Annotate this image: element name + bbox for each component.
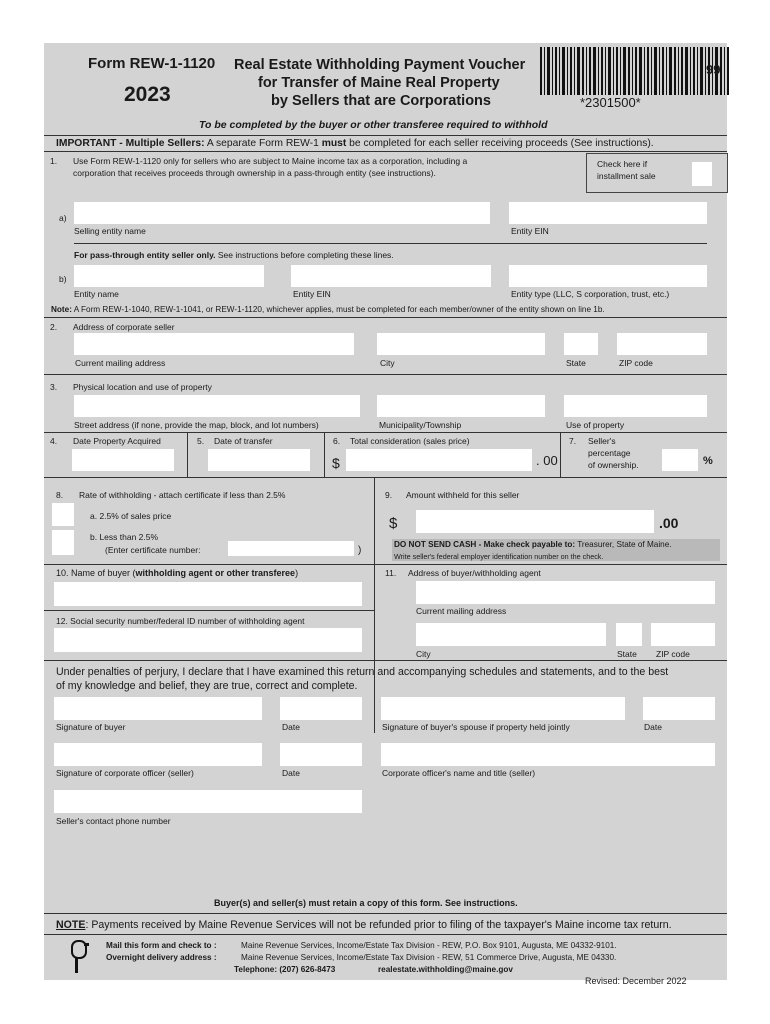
seller-phone-label: Seller's contact phone number	[56, 816, 171, 826]
property-street-address-input[interactable]	[74, 395, 360, 417]
rate-option-a-checkbox[interactable]	[52, 503, 74, 526]
mail-address: Maine Revenue Services, Income/Estate Tax Division - REW, P.O. Box 9101, Augusta, ME 04332-9101.	[241, 941, 617, 950]
divider	[44, 135, 727, 136]
section-10-title	[56, 568, 298, 578]
section-4-label: Date Property Acquired	[73, 436, 161, 446]
date-of-transfer-input[interactable]	[208, 449, 310, 471]
pass-through-entity-ein-input[interactable]	[291, 265, 491, 287]
property-municipality-input[interactable]	[377, 395, 545, 417]
section-4-number: 4.	[50, 436, 58, 446]
buyer-city-input[interactable]	[416, 623, 606, 646]
divider	[44, 564, 727, 565]
seller-state-label: State	[566, 358, 586, 368]
selling-entity-ein-label: Entity EIN	[511, 226, 549, 236]
pass-through-entity-type-input[interactable]	[509, 265, 707, 287]
installment-label-line-2: installment sale	[597, 171, 656, 181]
form-title-line-2: for Transfer of Maine Real Property	[258, 75, 500, 91]
seller-ownership-percentage-input[interactable]	[662, 449, 698, 471]
rate-option-b-certificate-label: (Enter certificate number:	[105, 545, 201, 555]
spouse-signature-date-input[interactable]	[643, 697, 715, 720]
certificate-close-paren: )	[358, 545, 362, 556]
pass-through-heading	[74, 250, 394, 260]
do-not-send-cash-line-2: Write seller's federal employer identification number on the check.	[394, 552, 604, 561]
section-5-number: 5.	[197, 436, 205, 446]
revised-date: Revised: December 2022	[585, 976, 687, 986]
officer-signature-date-label: Date	[282, 768, 300, 778]
section-10-title-a: 10. Name of buyer (	[56, 568, 136, 578]
amount-withheld-input[interactable]	[416, 510, 654, 533]
section-8-number: 8.	[56, 490, 64, 500]
buyer-zip-input[interactable]	[651, 623, 715, 646]
declaration-line-1: Under penalties of perjury, I declare that I have examined this return and accompanying schedules and statements, and to the best	[56, 666, 669, 678]
contact-email: realestate.withholding@maine.gov	[378, 965, 513, 974]
rate-option-b-checkbox[interactable]	[52, 530, 74, 555]
section-10-title-bold: withholding agent or other transferee	[135, 568, 296, 578]
officer-name-title-input[interactable]	[381, 743, 715, 766]
section-9-cents: .00	[659, 515, 679, 531]
divider	[44, 477, 727, 478]
do-not-send-cash-bold: DO NOT SEND CASH - Make check payable to:	[394, 540, 576, 549]
form-year: 2023	[124, 83, 171, 106]
telephone: Telephone: (207) 626-8473	[234, 965, 336, 974]
buyer-state-input[interactable]	[616, 623, 642, 646]
seller-zip-label: ZIP code	[619, 358, 653, 368]
section-1-note	[51, 305, 605, 314]
pass-through-entity-name-input[interactable]	[74, 265, 264, 287]
section-11-title: Address of buyer/withholding agent	[408, 568, 541, 578]
overnight-address: Maine Revenue Services, Income/Estate Tax Division - REW, 51 Commerce Drive, Augusta, ME 04330.	[241, 953, 617, 962]
section-6-dollar-sign: $	[332, 455, 340, 471]
section-7-percent-sign: %	[703, 455, 713, 467]
divider	[44, 151, 727, 152]
section-9-number: 9.	[385, 490, 393, 500]
page-code: 99	[706, 62, 721, 77]
buyer-signature-date-input[interactable]	[280, 697, 362, 720]
pass-through-text: See instructions before completing these lines.	[215, 250, 394, 260]
form-sheet	[44, 43, 727, 980]
important-text-b: be completed for each seller receiving proceeds (See instructions).	[346, 138, 654, 149]
officer-name-title-label: Corporate officer's name and title (seller)	[382, 768, 536, 778]
do-not-send-cash-line-1	[394, 540, 672, 549]
officer-signature-date-input[interactable]	[280, 743, 362, 766]
section-6-cents: . 00	[536, 453, 558, 468]
buyer-state-label: State	[617, 649, 637, 659]
section-3-number: 3.	[50, 382, 58, 392]
form-title-line-3: by Sellers that are Corporations	[271, 93, 491, 109]
form-number: Form REW-1-1120	[88, 55, 216, 72]
installment-sale-checkbox[interactable]	[692, 162, 712, 186]
spouse-signature-date-label: Date	[644, 722, 662, 732]
buyer-signature-input[interactable]	[54, 697, 262, 720]
note-bold: Note:	[51, 305, 72, 314]
seller-state-input[interactable]	[564, 333, 598, 355]
mail-label: Mail this form and check to :	[106, 941, 217, 950]
divider	[44, 432, 727, 433]
buyer-signature-label: Signature of buyer	[56, 722, 126, 732]
officer-signature-label: Signature of corporate officer (seller)	[56, 768, 194, 778]
note-text: A Form REW-1-1040, REW-1-1041, or REW-1-1120, whichever applies, must be completed for each member/owner of the entity shown on line 1b.	[71, 305, 605, 314]
spouse-signature-input[interactable]	[381, 697, 625, 720]
spouse-signature-label: Signature of buyer's spouse if property held jointly	[382, 722, 570, 732]
refund-note-label: NOTE	[56, 919, 86, 931]
withholding-agent-id-input[interactable]	[54, 628, 362, 652]
form-title-line-1: Real Estate Withholding Payment Voucher	[234, 57, 526, 73]
pass-through-bold: For pass-through entity seller only.	[74, 250, 216, 260]
divider	[324, 433, 325, 477]
section-1-line-1: Use Form REW-1-1120 only for sellers who are subject to Maine income tax as a corporation, including a	[73, 156, 468, 166]
selling-entity-name-input[interactable]	[74, 202, 490, 224]
seller-zip-input[interactable]	[617, 333, 707, 355]
form-subtitle: To be completed by the buyer or other transferee required to withhold	[199, 119, 548, 131]
seller-mailing-address-input[interactable]	[74, 333, 354, 355]
property-street-address-label: Street address (if none, provide the map, block, and lot numbers)	[74, 420, 319, 430]
section-9-dollar-sign: $	[389, 515, 398, 532]
buyer-signature-date-label: Date	[282, 722, 300, 732]
overnight-label: Overnight delivery address :	[106, 953, 217, 962]
divider	[74, 243, 707, 244]
section-12-title: 12. Social security number/federal ID number of withholding agent	[56, 616, 305, 626]
buyer-zip-label: ZIP code	[656, 649, 690, 659]
section-3-title: Physical location and use of property	[73, 382, 212, 392]
total-consideration-input[interactable]	[346, 449, 532, 471]
mailbox-icon	[69, 939, 91, 973]
divider	[187, 433, 188, 477]
declaration-line-2: of my knowledge and belief, they are true, correct and complete.	[56, 680, 358, 692]
selling-entity-name-label: Selling entity name	[74, 226, 146, 236]
selling-entity-ein-input[interactable]	[509, 202, 707, 224]
refund-note	[56, 919, 672, 931]
divider	[560, 433, 561, 477]
pass-through-entity-ein-label: Entity EIN	[293, 289, 331, 299]
important-must: must	[321, 138, 347, 149]
section-1-line-2: corporation that receives proceeds through ownership in a pass-through entity (see instructions).	[73, 168, 436, 178]
buyer-city-label: City	[416, 649, 431, 659]
rate-option-b-label: b. Less than 2.5%	[90, 532, 159, 542]
barcode-text: *2301500*	[580, 95, 641, 110]
buyer-mailing-address-label: Current mailing address	[416, 606, 507, 616]
divider	[374, 477, 375, 733]
section-6-label: Total consideration (sales price)	[350, 436, 470, 446]
important-notice	[56, 138, 654, 149]
section-2-title: Address of corporate seller	[73, 322, 175, 332]
important-text-a: A separate Form REW-1	[204, 138, 322, 149]
pass-through-entity-name-label: Entity name	[74, 289, 119, 299]
retain-copy-note: Buyer(s) and seller(s) must retain a copy of this form. See instructions.	[214, 898, 518, 908]
section-10-title-b: )	[295, 568, 299, 578]
property-use-input[interactable]	[564, 395, 707, 417]
installment-label-line-1: Check here if	[597, 159, 648, 169]
buyer-name-input[interactable]	[54, 582, 362, 606]
seller-city-label: City	[380, 358, 395, 368]
divider	[44, 934, 727, 935]
section-7-line-2: percentage	[588, 448, 631, 458]
refund-note-text: : Payments received by Maine Revenue Services will not be refunded prior to filing of the taxpayer's Maine income tax return.	[85, 919, 672, 931]
divider	[44, 317, 727, 318]
section-9-title: Amount withheld for this seller	[406, 490, 520, 500]
section-2-number: 2.	[50, 322, 58, 332]
rate-option-a-label: a. 2.5% of sales price	[90, 511, 172, 521]
section-5-label: Date of transfer	[214, 436, 273, 446]
divider	[44, 374, 727, 375]
important-label: IMPORTANT - Multiple Sellers:	[56, 138, 205, 149]
section-7-line-1: Seller's	[588, 436, 616, 446]
section-7-number: 7.	[569, 436, 577, 446]
section-8-title: Rate of withholding - attach certificate if less than 2.5%	[79, 490, 286, 500]
buyer-mailing-address-input[interactable]	[416, 581, 715, 604]
seller-phone-input[interactable]	[54, 790, 362, 813]
divider	[44, 913, 727, 914]
divider	[44, 610, 374, 611]
date-property-acquired-input[interactable]	[72, 449, 174, 471]
do-not-send-cash-text: Treasurer, State of Maine.	[575, 540, 672, 549]
section-6-number: 6.	[333, 436, 341, 446]
certificate-number-input[interactable]	[228, 541, 354, 556]
seller-city-input[interactable]	[377, 333, 545, 355]
pass-through-entity-type-label: Entity type (LLC, S corporation, trust, etc.)	[511, 289, 670, 299]
officer-signature-input[interactable]	[54, 743, 262, 766]
property-municipality-label: Municipality/Township	[379, 420, 462, 430]
section-11-number: 11.	[385, 568, 397, 578]
property-use-label: Use of property	[566, 420, 625, 430]
section-1-number: 1.	[50, 156, 58, 166]
line-a-marker: a)	[59, 213, 67, 223]
barcode-image	[540, 47, 730, 95]
divider	[44, 660, 727, 661]
section-7-line-3: of ownership.	[588, 460, 639, 470]
line-b-marker: b)	[59, 274, 67, 284]
seller-mailing-address-label: Current mailing address	[75, 358, 166, 368]
